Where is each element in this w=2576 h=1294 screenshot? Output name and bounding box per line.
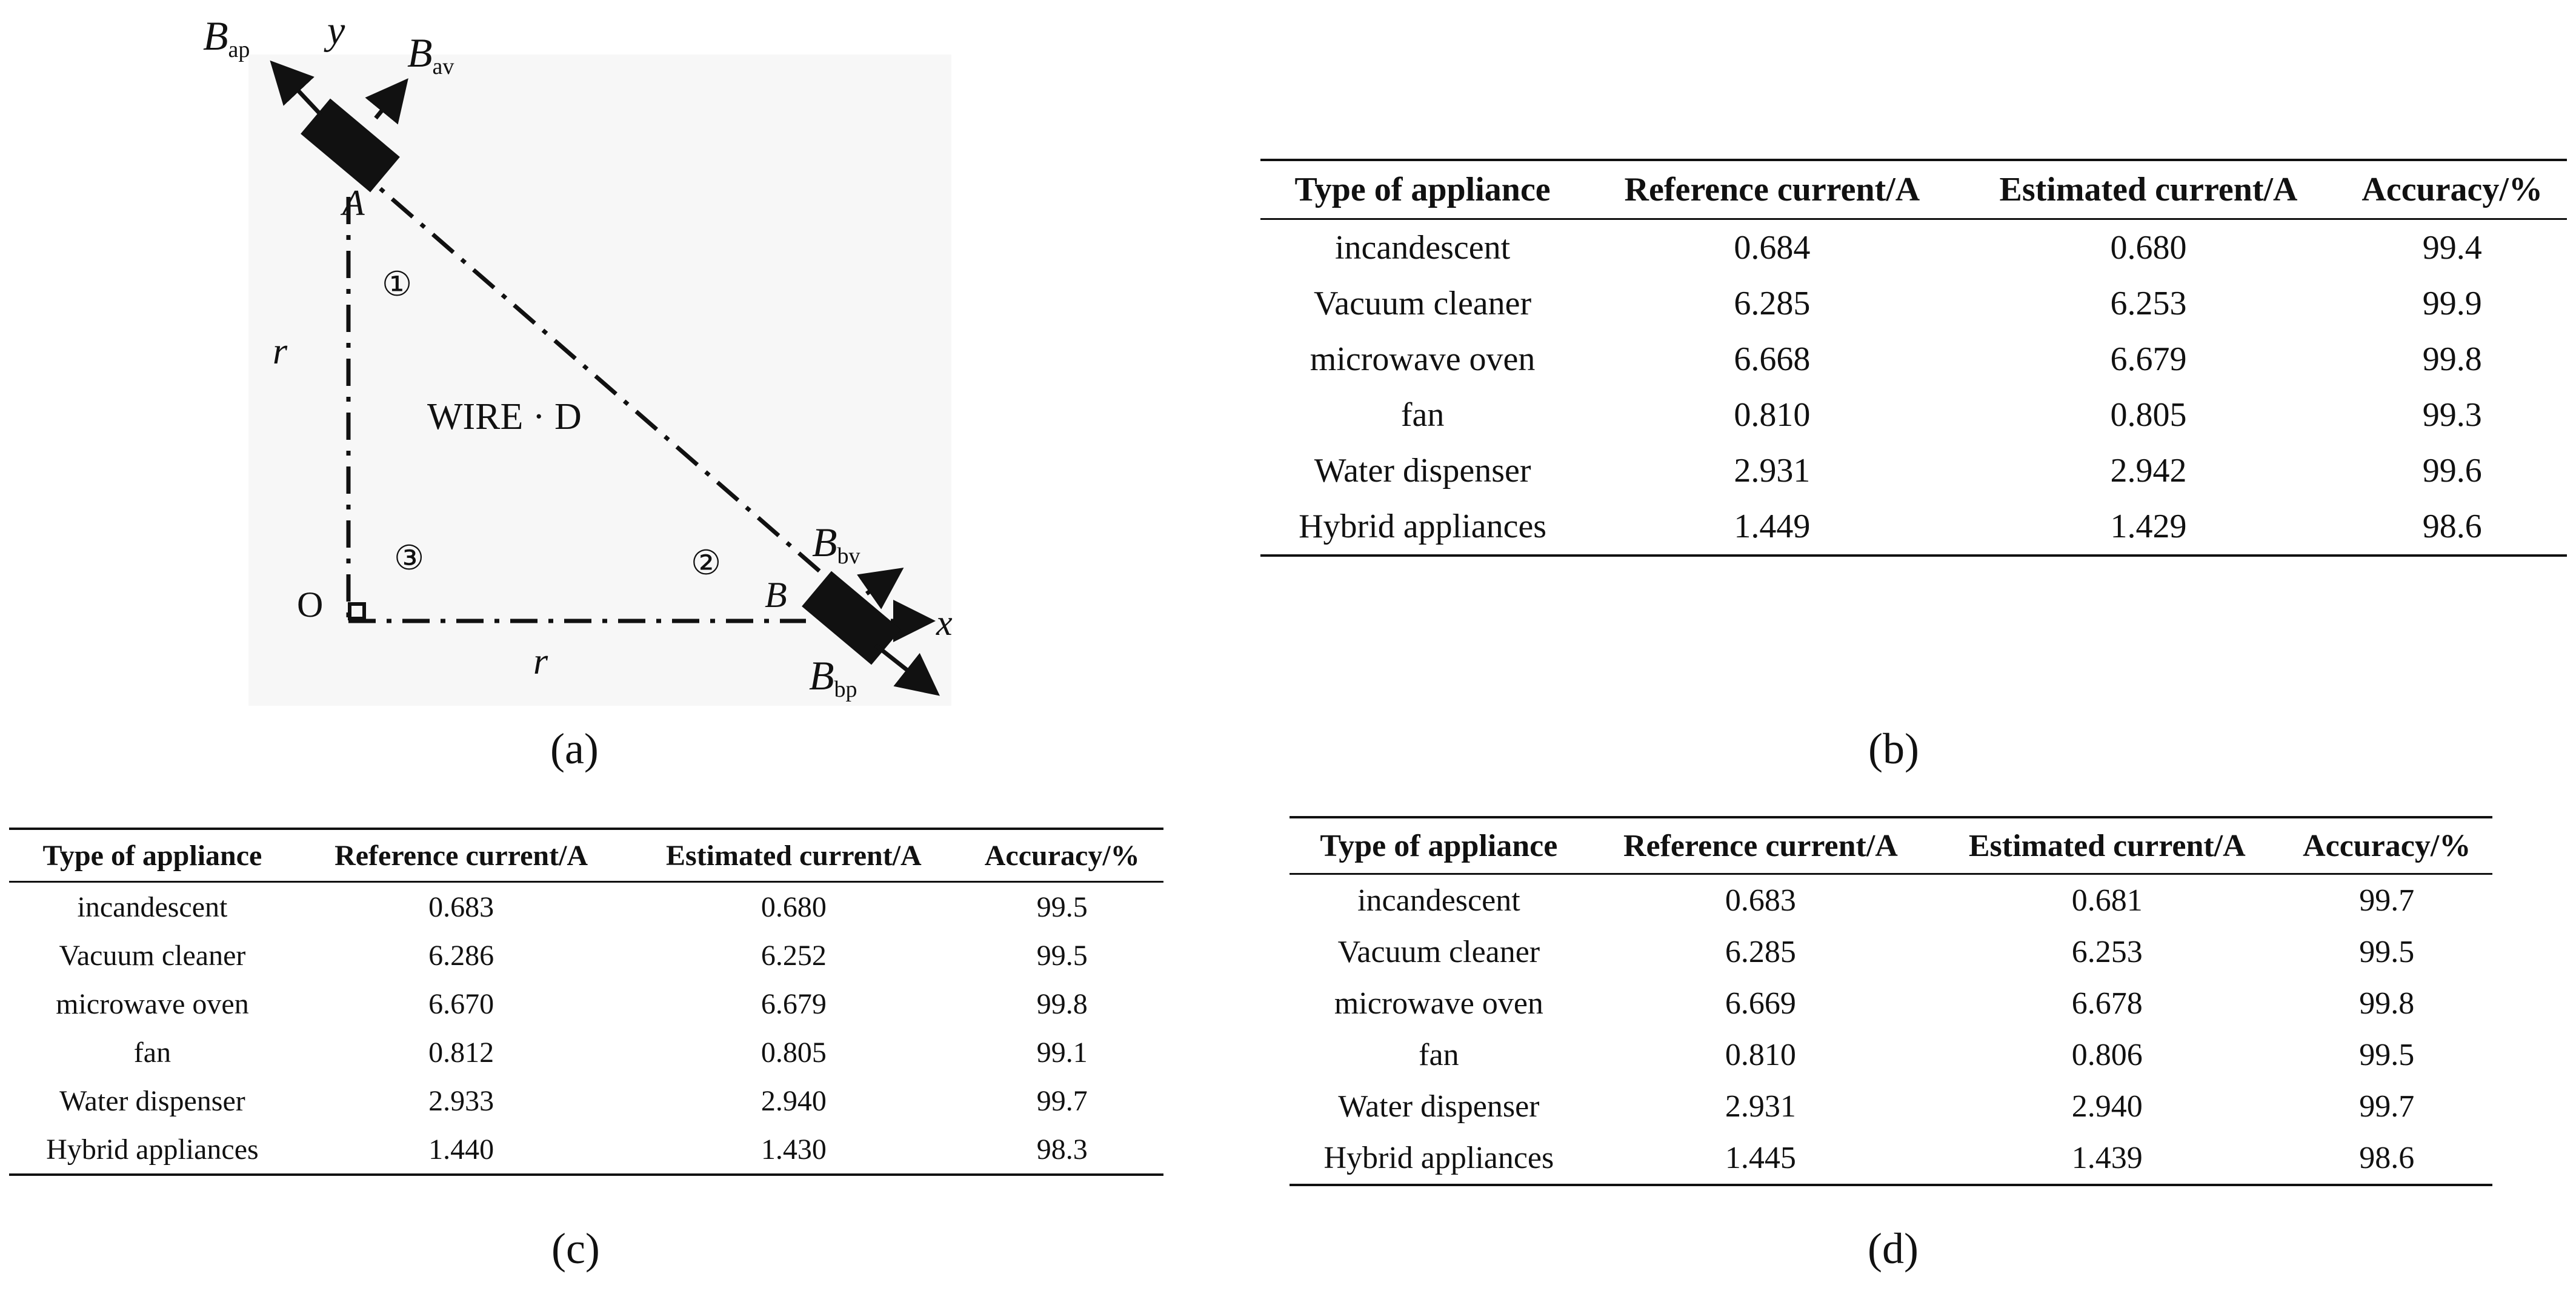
label-point-b: B — [765, 575, 787, 615]
cell-reference: 0.683 — [1725, 883, 1796, 918]
cell-accuracy: 99.5 — [1036, 939, 1088, 972]
label-b-bp: Bbp — [809, 652, 857, 702]
table-row — [9, 1125, 1163, 1175]
cell-accuracy: 99.5 — [2359, 1038, 2415, 1072]
cell-reference: 6.285 — [1725, 935, 1796, 969]
cell-reference: 6.669 — [1725, 986, 1796, 1021]
cell-reference: 0.683 — [428, 891, 494, 923]
cell-estimated: 0.805 — [2110, 396, 2187, 434]
cell-appliance: Hybrid appliances — [1299, 508, 1547, 545]
table-row — [1260, 387, 2567, 443]
cell-reference: 6.285 — [1734, 285, 1811, 322]
cell-appliance: incandescent — [77, 891, 228, 923]
cell-estimated: 6.252 — [760, 939, 827, 972]
table-header-row — [1260, 160, 2567, 219]
header-type-of-appliance: Type of appliance — [1320, 828, 1558, 863]
cell-reference: 2.931 — [1734, 452, 1811, 489]
cell-appliance: Water dispenser — [1338, 1089, 1540, 1124]
cell-estimated: 1.439 — [2071, 1141, 2143, 1175]
header-accuracy: Accuracy/% — [2361, 171, 2543, 208]
caption-c: (c) — [551, 1224, 600, 1273]
cell-reference: 1.445 — [1725, 1141, 1796, 1175]
cell-reference: 2.931 — [1725, 1089, 1796, 1124]
cell-accuracy: 99.6 — [2422, 452, 2482, 489]
table-row — [1260, 276, 2567, 331]
results-table-c — [9, 828, 1163, 1176]
label-b-av: Bav — [407, 30, 454, 79]
cell-accuracy: 99.4 — [2422, 229, 2482, 267]
table-row — [1290, 978, 2492, 1029]
cell-accuracy: 99.8 — [1036, 987, 1088, 1020]
cell-reference: 1.449 — [1734, 508, 1811, 545]
header-estimated-current: Estimated current/A — [1999, 171, 2298, 208]
cell-accuracy: 99.1 — [1036, 1036, 1088, 1069]
cell-estimated: 6.678 — [2071, 986, 2143, 1021]
cell-estimated: 0.680 — [760, 891, 827, 923]
label-r-bottom: r — [533, 641, 548, 682]
header-accuracy: Accuracy/% — [2303, 828, 2471, 863]
label-x-axis: x — [936, 603, 953, 643]
cell-appliance: Hybrid appliances — [46, 1133, 259, 1166]
header-reference-current: Reference current/A — [1624, 171, 1920, 208]
cell-appliance: microwave oven — [1334, 986, 1543, 1021]
table-row — [1290, 874, 2492, 927]
label-origin: O — [297, 585, 324, 625]
cell-accuracy: 99.7 — [2359, 1089, 2415, 1124]
label-region-1: ① — [382, 265, 413, 304]
cell-appliance: Vacuum cleaner — [1337, 935, 1540, 969]
header-accuracy: Accuracy/% — [984, 839, 1140, 872]
table-header-row — [9, 829, 1163, 882]
label-region-3: ③ — [394, 539, 425, 578]
cell-estimated: 2.940 — [760, 1084, 827, 1117]
table-row — [9, 931, 1163, 980]
cell-appliance: fan — [133, 1036, 171, 1069]
cell-estimated: 0.805 — [760, 1036, 827, 1069]
header-type-of-appliance: Type of appliance — [1294, 171, 1551, 208]
label-r-left: r — [273, 331, 288, 372]
cell-accuracy: 99.9 — [2422, 285, 2482, 322]
table-row — [1260, 443, 2567, 499]
cell-estimated: 1.430 — [760, 1133, 827, 1166]
cell-estimated: 0.806 — [2071, 1038, 2143, 1072]
cell-estimated: 6.679 — [760, 987, 827, 1020]
table-row — [1260, 499, 2567, 556]
cell-reference: 0.812 — [428, 1036, 494, 1069]
cell-estimated: 0.681 — [2071, 883, 2143, 918]
table-row — [1290, 1081, 2492, 1132]
table-row — [9, 1077, 1163, 1125]
cell-estimated: 1.429 — [2110, 508, 2187, 545]
table-row — [1260, 219, 2567, 276]
table-header-row — [1290, 817, 2492, 874]
label-wire-d: WIRE · D — [427, 396, 582, 437]
header-type-of-appliance: Type of appliance — [42, 839, 262, 872]
cell-appliance: Hybrid appliances — [1323, 1141, 1554, 1175]
cell-reference: 0.810 — [1725, 1038, 1796, 1072]
cell-appliance: fan — [1400, 396, 1445, 434]
header-reference-current: Reference current/A — [1623, 828, 1898, 863]
sensor-geometry-diagram — [0, 0, 994, 709]
cell-accuracy: 99.7 — [1036, 1084, 1088, 1117]
header-estimated-current: Estimated current/A — [1968, 828, 2246, 863]
table-row — [9, 980, 1163, 1028]
cell-estimated: 6.253 — [2110, 285, 2187, 322]
label-b-ap: Bap — [203, 13, 250, 62]
cell-reference: 6.286 — [428, 939, 494, 972]
cell-estimated: 6.253 — [2071, 935, 2143, 969]
table-row — [1290, 1029, 2492, 1081]
label-point-a: A — [342, 183, 365, 223]
label-y-axis: y — [327, 8, 345, 53]
caption-b: (b) — [1868, 725, 1919, 773]
cell-appliance: incandescent — [1357, 883, 1520, 918]
cell-appliance: fan — [1419, 1038, 1459, 1072]
header-estimated-current: Estimated current/A — [666, 839, 922, 872]
cell-estimated: 0.680 — [2110, 229, 2187, 267]
cell-appliance: Vacuum cleaner — [1314, 285, 1532, 322]
cell-reference: 6.670 — [428, 987, 494, 1020]
cell-accuracy: 99.8 — [2422, 340, 2482, 378]
caption-a: (a) — [550, 725, 599, 773]
cell-accuracy: 99.3 — [2422, 396, 2482, 434]
cell-reference: 0.684 — [1734, 229, 1811, 267]
cell-accuracy: 98.6 — [2359, 1141, 2415, 1175]
results-table-d — [1290, 816, 2492, 1186]
cell-appliance: microwave oven — [56, 987, 249, 1020]
cell-reference: 0.810 — [1734, 396, 1811, 434]
cell-accuracy: 99.8 — [2359, 986, 2415, 1021]
table-row — [1260, 331, 2567, 387]
cell-appliance: Vacuum cleaner — [59, 939, 246, 972]
cell-appliance: Water dispenser — [59, 1084, 245, 1117]
cell-reference: 6.668 — [1734, 340, 1811, 378]
cell-reference: 2.933 — [428, 1084, 494, 1117]
table-row — [9, 882, 1163, 932]
cell-estimated: 2.940 — [2071, 1089, 2143, 1124]
cell-appliance: Water dispenser — [1314, 452, 1531, 489]
label-b-bv: Bbv — [812, 519, 860, 569]
cell-appliance: incandescent — [1335, 229, 1511, 267]
figure-panel-a — [0, 0, 994, 709]
cell-reference: 1.440 — [428, 1133, 494, 1166]
results-table-b — [1260, 159, 2567, 557]
cell-estimated: 6.679 — [2110, 340, 2187, 378]
table-row — [1290, 926, 2492, 978]
cell-appliance: microwave oven — [1310, 340, 1536, 378]
cell-accuracy: 98.6 — [2422, 508, 2482, 545]
cell-accuracy: 99.7 — [2359, 883, 2415, 918]
table-row — [1290, 1132, 2492, 1185]
cell-estimated: 2.942 — [2110, 452, 2187, 489]
table-row — [9, 1028, 1163, 1077]
label-region-2: ② — [691, 543, 722, 583]
cell-accuracy: 98.3 — [1036, 1133, 1088, 1166]
cell-accuracy: 99.5 — [2359, 935, 2415, 969]
cell-accuracy: 99.5 — [1036, 891, 1088, 923]
header-reference-current: Reference current/A — [334, 839, 588, 872]
caption-d: (d) — [1868, 1224, 1919, 1273]
